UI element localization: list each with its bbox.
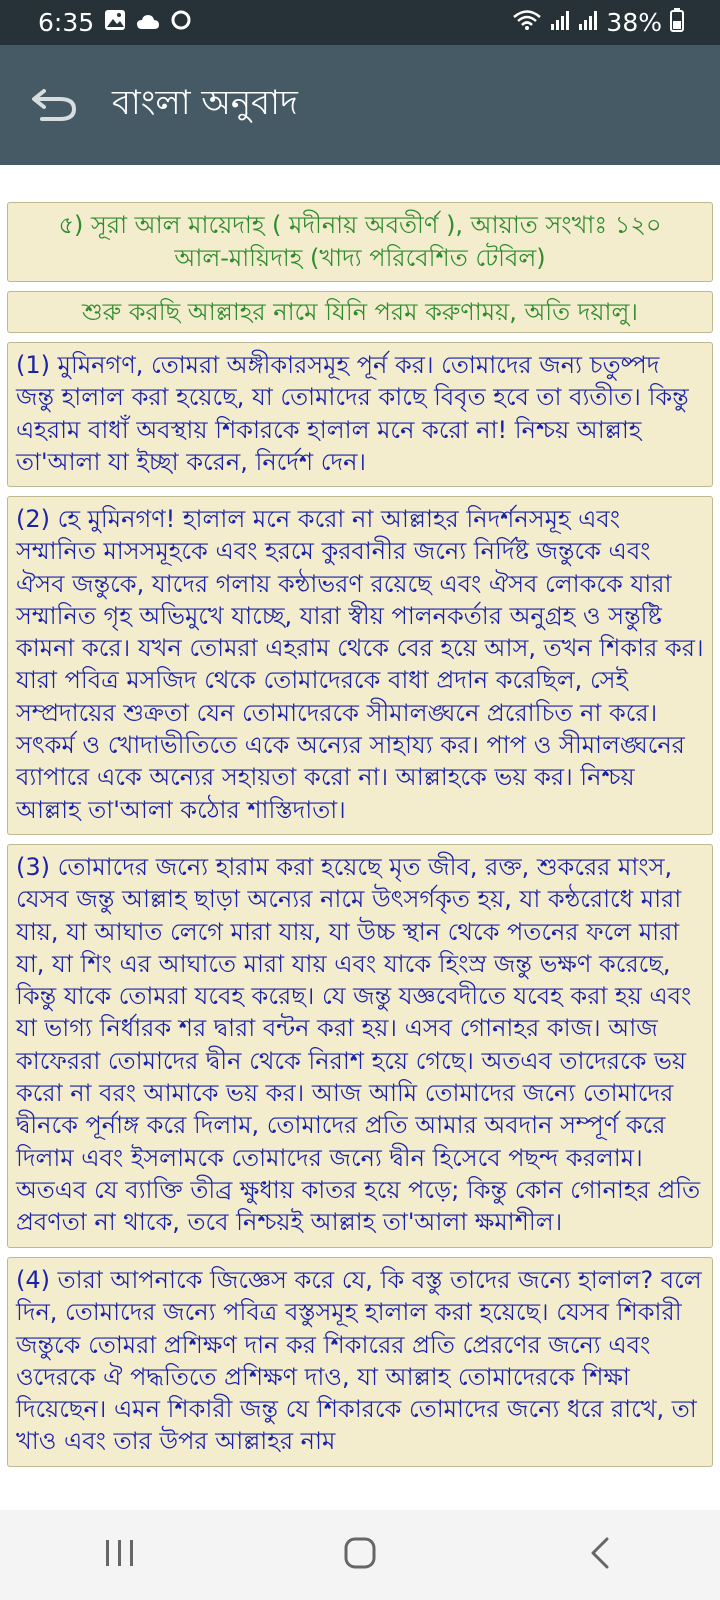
status-left (38, 8, 192, 37)
ayah-card[interactable] (7, 844, 713, 1248)
ayah-card[interactable] (7, 342, 713, 487)
status-time: 6:35 (38, 8, 95, 37)
ayah-card[interactable] (7, 1257, 713, 1467)
status-right (512, 8, 684, 38)
ayah-text: (1) মুমিনগণ, তোমরা অঙ্গীকারসমূহ পূর্ন কর। তোমাদের জন্য চতুষ্পদ জন্তু হালাল করা হয়েছে, যা তোমাদের কাছে বিবৃত হবে তা ব্যতীত। কিন্তু এহরাম বাধাঁ অবস্থায় শিকারকে হালাল মনে করো না! নিশ্চয় আল্লাহ তা'আলা যা ইচ্ছা করেন, নির্দেশ দেন। (16, 351, 689, 476)
signal-icon (578, 8, 598, 37)
surah-subtitle: আল-মায়িদাহ (খাদ্য পরিবেশিত টেবিল) (174, 244, 546, 272)
battery-icon (670, 8, 684, 38)
system-back-button[interactable] (560, 1525, 640, 1585)
signal-icon (550, 8, 570, 37)
app-bar (0, 45, 720, 165)
ayah-text: (3) তোমাদের জন্যে হারাম করা হয়েছে মৃত জীব, রক্ত, শুকরের মাংস, যেসব জন্তু আল্লাহ ছাড়া অন্যের নামে উৎসর্গকৃত হয়, যা কন্ঠরোধে মারা যায়, যা আঘাত লেগে মারা যায়, যা উচ্চ স্থান থেকে পতনের ফলে মারা যা, যা শিং এর আঘাতে মারা যায় এবং যাকে হিংস্র জন্তু ভক্ষণ করেছে, কিন্তু যাকে তোমরা যবেহ করেছ। যে জন্তু যজ্ঞবেদীতে যবেহ করা হয় এবং যা ভাগ্য নির্ধারক শর দ্বারা বন্টন করা হয়। এসব গোনাহর কাজ। আজ কাফেররা তোমাদের দ্বীন থেকে নিরাশ হয়ে গেছে। অতএব তাদেরকে ভয় করো না বরং আমাকে ভয় কর। আজ আমি তোমাদের জন্যে তোমাদের দ্বীনকে পূর্নাঙ্গ করে দিলাম, তোমাদের প্রতি আমার অবদান সম্পূর্ণ করে দিলাম এবং ইসলামকে তোমাদের জন্যে দ্বীন হিসেবে পছন্দ করলাম। অতএব যে ব্যাক্তি তীব্র ক্ষুধায় কাতর হয়ে পড়ে; কিন্তু কোন গোনাহর প্রতি প্রবণতা না থাকে, তবে নিশ্চয়ই আল্লাহ তা'আলা ক্ষমাশীল। (16, 853, 701, 1237)
navigation-bar (0, 1510, 720, 1600)
ayah-text: (2) হে মুমিনগণ! হালাল মনে করো না আল্লাহর নিদর্শনসমূহ এবং সম্মানিত মাসসমূহকে এবং হরমে কুরবানীর জন্যে নির্দিষ্ট জন্তুকে এবং ঐসব জন্তুকে, যাদের গলায় কন্ঠাভরণ রয়েছে এবং ঐসব লোককে যারা সম্মানিত গৃহ অভিমুখে যাচ্ছে, যারা স্বীয় পালনকর্তার অনুগ্রহ ও সন্তুষ্টি কামনা করে। যখন তোমরা এহরাম থেকে বের হয়ে আস, তখন শিকার কর। যারা পবিত্র মসজিদ থেকে তোমাদেরকে বাধা প্রদান করেছিল, সেই সম্প্রদায়ের শুক্রতা যেন তোমাদেরকে সীমালঙ্ঘনে প্ররোচিত না করে। সৎকর্ম ও খোদাভীতিতে একে অন্যের সাহায্য কর। পাপ ও সীমালঙ্ঘনের ব্যাপারে একে অন্যের সহায়তা করো না। আল্লাহকে ভয় কর। নিশ্চয় আল্লাহ তা'আলা কঠোর শাস্তিদাতা। (16, 505, 704, 824)
recents-button[interactable] (80, 1525, 160, 1585)
home-icon (343, 1536, 377, 1574)
gallery-icon (104, 8, 126, 37)
home-button[interactable] (320, 1525, 400, 1585)
circle-icon (170, 8, 192, 37)
cloud-icon (136, 8, 160, 37)
status-bar (0, 0, 720, 45)
bismillah-text: শুরু করছি আল্লাহর নামে যিনি পরম করুণাময়, অতি দয়ালু। (82, 298, 638, 326)
back-icon (589, 1536, 611, 1574)
bismillah-card (7, 291, 713, 333)
ayah-text: (4) তারা আপনাকে জিজ্ঞেস করে যে, কি বস্তু তাদের জন্যে হালাল? বলে দিন, তোমাদের জন্যে পবিত্র বস্তুসমূহ হালাল করা হয়েছে। যেসব শিকারী জন্তুকে তোমরা প্রশিক্ষণ দান কর শিকারের প্রতি প্রেরণের জন্যে এবং ওদেরকে ঐ পদ্ধতিতে প্রশিক্ষণ দাও, যা আল্লাহ তোমাদেরকে শিক্ষা দিয়েছেন। এমন শিকারী জন্তু যে শিকারকে তোমাদের জন্যে ধরে রাখে, তা খাও এবং তার উপর আল্লাহর নাম (16, 1266, 702, 1456)
wifi-icon (512, 8, 542, 37)
battery-text: 38% (606, 8, 662, 37)
back-button[interactable] (26, 77, 82, 133)
recents-icon (103, 1538, 137, 1572)
back-arrow-icon (30, 83, 78, 127)
surah-title: ৫) সূরা আল মায়েদাহ ( মদীনায় অবতীর্ণ ), আয়াত সংখাঃ ১২০ (58, 211, 662, 239)
page-title: বাংলা অনুবাদ (112, 82, 298, 123)
ayah-card[interactable] (7, 496, 713, 835)
content-list[interactable] (0, 165, 720, 1510)
surah-header-card (7, 202, 713, 282)
